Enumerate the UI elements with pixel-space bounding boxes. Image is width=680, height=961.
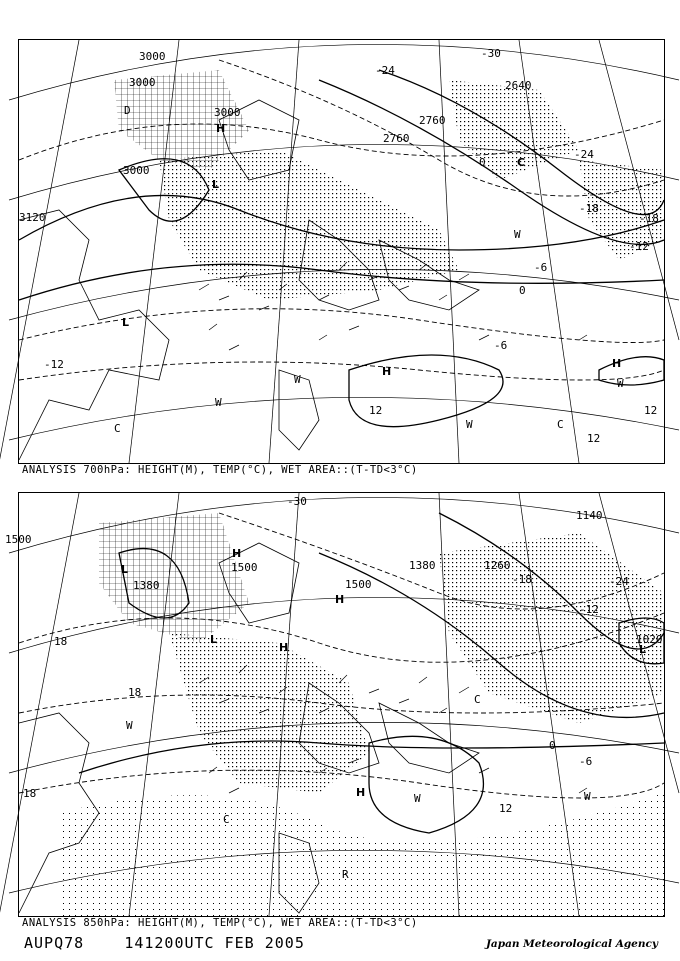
agency-credit: Japan Meteorological Agency [485, 938, 658, 950]
temp-label: -24 [609, 575, 629, 588]
rain-symbol: R [342, 868, 349, 881]
height-label: 1020 [636, 633, 663, 646]
high-symbol: H [612, 357, 622, 370]
temp-label: 12 [369, 404, 383, 417]
temp-label: 12 [644, 404, 658, 417]
chart-id-and-time [24, 934, 305, 952]
height-label: 1500 [231, 561, 258, 574]
chart-id: AUPQ78 [24, 934, 85, 952]
cold-symbol: C [557, 418, 564, 431]
warm-symbol: W [126, 719, 133, 732]
temp-label: -18 [639, 212, 659, 225]
high-symbol: H [232, 547, 242, 560]
height-label: 2760 [419, 114, 446, 127]
high-symbol: H [356, 786, 366, 799]
high-symbol: H [335, 593, 345, 606]
low-symbol: L [122, 316, 130, 329]
height-label: 1500 [5, 533, 32, 546]
cold-symbol: C [474, 693, 481, 706]
height-label: 1260 [484, 559, 511, 572]
height-label: 3000 [214, 106, 241, 119]
panel-caption-700hpa: ANALYSIS 700hPa: HEIGHT(M), TEMP(°C), WET AREA::(T-TD<3°C) [22, 464, 418, 476]
temp-label: 18 [23, 787, 37, 800]
map-700hpa-svg [19, 40, 664, 463]
height-label: 1500 [345, 578, 372, 591]
height-label: 1140 [576, 509, 603, 522]
warm-symbol: W [215, 396, 222, 409]
warm-symbol: W [584, 790, 591, 803]
temp-label: -12 [629, 240, 649, 253]
wet-areas [59, 513, 664, 916]
low-symbol: L [639, 643, 647, 656]
temp-label: 18 [128, 686, 142, 699]
temp-label: 0 [549, 739, 556, 752]
warm-symbol: W [514, 228, 521, 241]
warm-symbol: W [466, 418, 473, 431]
map-850hpa-svg [5, 493, 664, 916]
temp-label: 12 [587, 432, 601, 445]
temp-label: 18 [54, 635, 68, 648]
height-label: 3000 [123, 164, 150, 177]
height-label: 1380 [133, 579, 160, 592]
warm-symbol: W [617, 377, 624, 390]
cold-symbol: C [223, 813, 230, 826]
temp-label: 12 [499, 802, 513, 815]
cold-symbol: C [517, 156, 526, 169]
cold-symbol: C [114, 422, 121, 435]
low-symbol: L [210, 633, 218, 646]
height-label: 3000 [129, 76, 156, 89]
temp-label: -6 [534, 261, 548, 274]
low-symbol: L [212, 178, 220, 191]
temp-label: 0 [479, 156, 486, 169]
temp-label: -18 [579, 202, 599, 215]
high-symbol: H [216, 122, 226, 135]
temp-label: -6 [494, 339, 508, 352]
temp-label: -12 [44, 358, 64, 371]
height-label: 1380 [409, 559, 436, 572]
height-label: 2760 [383, 132, 410, 145]
temp-label: -18 [512, 573, 532, 586]
warm-symbol: W [414, 792, 421, 805]
panel-caption-850hpa: ANALYSIS 850hPa: HEIGHT(M), TEMP(°C), WET AREA::(T-TD<3°C) [22, 917, 418, 929]
temp-label: -12 [579, 603, 599, 616]
map-panel-850hpa [5, 492, 665, 917]
height-label: 3000 [139, 50, 166, 63]
height-label: 2640 [505, 79, 532, 92]
valid-time: 141200UTC FEB 2005 [124, 934, 305, 952]
temp-label: -30 [481, 47, 501, 60]
temp-label: -6 [579, 755, 593, 768]
low-symbol: L [121, 563, 129, 576]
temp-label: 0 [519, 284, 526, 297]
temp-label: -24 [375, 64, 395, 77]
height-label: 3120 [19, 211, 46, 224]
temp-label: -30 [287, 495, 307, 508]
warm-symbol: W [294, 373, 301, 386]
high-symbol: H [382, 365, 392, 378]
high-symbol: H [279, 641, 289, 654]
map-panel-700hpa [18, 39, 665, 464]
temp-label: -24 [574, 148, 594, 161]
dry-symbol: D [124, 104, 131, 117]
